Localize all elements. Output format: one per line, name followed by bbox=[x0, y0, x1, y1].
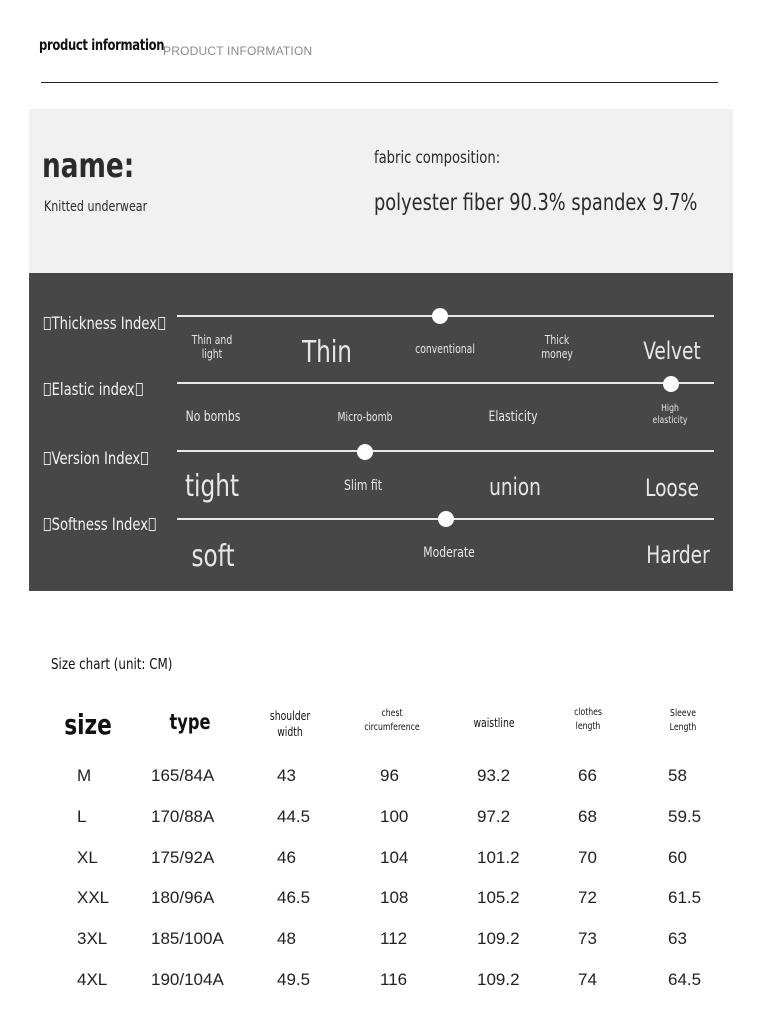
table-row bbox=[0, 929, 768, 953]
thickness-option-thin-light: Thin and light bbox=[191, 333, 233, 362]
version-option-slim-fit: Slim fit bbox=[344, 478, 382, 494]
softness-index-knob bbox=[438, 511, 454, 527]
cell-waistline: 109.2 bbox=[477, 970, 520, 989]
header-subtitle: PRODUCT INFORMATION bbox=[163, 44, 313, 58]
elastic-option-no-bombs: No bombs bbox=[185, 409, 241, 425]
cell-shoulder-width: 46 bbox=[277, 847, 296, 867]
cell-type: 190/104A bbox=[151, 970, 224, 989]
name-label: name: bbox=[42, 146, 135, 186]
cell-shoulder-width: 49.5 bbox=[277, 970, 311, 989]
cell-sleeve-length: 59.5 bbox=[668, 806, 702, 826]
cell-chest: 104 bbox=[380, 847, 409, 867]
cell-chest: 108 bbox=[380, 888, 409, 908]
fabric-label: fabric composition: bbox=[374, 148, 501, 168]
thickness-option-velvet: Velvet bbox=[643, 337, 701, 365]
cell-chest: 116 bbox=[380, 970, 408, 989]
elastic-option-elasticity: Elasticity bbox=[488, 409, 538, 425]
fabric-value: polyester fiber 90.3% spandex 9.7% bbox=[374, 190, 698, 216]
header-chest-circumference: chest circumference bbox=[364, 708, 420, 733]
softness-option-soft: soft bbox=[191, 539, 235, 574]
cell-shoulder-width: 46.5 bbox=[277, 888, 311, 908]
header-sleeve-length: Sleeve Length bbox=[669, 708, 697, 733]
bracket-right-icon bbox=[136, 383, 143, 396]
thickness-option-thin: Thin bbox=[301, 335, 353, 370]
cell-sleeve-length: 64.5 bbox=[668, 970, 702, 989]
cell-size: XXL bbox=[77, 888, 110, 908]
cell-type: 170/88A bbox=[151, 806, 215, 826]
cell-type: 175/92A bbox=[151, 847, 215, 867]
cell-size: M bbox=[77, 766, 92, 785]
cell-type: 180/96A bbox=[151, 888, 215, 908]
cell-sleeve-length: 61.5 bbox=[668, 888, 702, 908]
header-clothes-length: clothes length bbox=[574, 707, 602, 732]
version-option-tight: tight bbox=[184, 469, 240, 504]
cell-clothes-length: 66 bbox=[578, 766, 597, 785]
version-index-text: Version Index bbox=[51, 449, 141, 469]
table-row bbox=[0, 807, 768, 831]
table-row bbox=[0, 848, 768, 872]
cell-waistline: 109.2 bbox=[477, 929, 520, 949]
version-option-union: union bbox=[489, 473, 541, 501]
cell-chest: 100 bbox=[380, 806, 409, 826]
header-divider bbox=[41, 82, 718, 83]
cell-size: L bbox=[77, 806, 87, 826]
table-row bbox=[0, 970, 768, 994]
bracket-left-icon bbox=[44, 452, 51, 465]
softness-index-text: Softness Index bbox=[51, 515, 149, 535]
index-panel bbox=[29, 273, 733, 591]
thickness-index-label bbox=[43, 314, 166, 334]
bracket-right-icon bbox=[158, 317, 165, 330]
bracket-left-icon bbox=[44, 518, 51, 531]
product-name-panel bbox=[29, 109, 733, 273]
size-chart-title: Size chart (unit: CM) bbox=[51, 655, 173, 673]
cell-waistline: 101.2 bbox=[477, 847, 520, 867]
header-size: size bbox=[64, 708, 112, 741]
thickness-index-text: Thickness Index bbox=[51, 314, 157, 334]
elastic-option-micro-bomb: Micro-bomb bbox=[337, 410, 393, 424]
elastic-index-track bbox=[177, 382, 714, 384]
elastic-index-text: Elastic index bbox=[51, 380, 135, 400]
cell-size: 4XL bbox=[77, 970, 108, 989]
cell-shoulder-width: 43 bbox=[277, 766, 296, 785]
cell-clothes-length: 70 bbox=[578, 847, 597, 867]
cell-size: 3XL bbox=[77, 929, 108, 949]
version-option-loose: Loose bbox=[645, 474, 699, 502]
header-waistline: waistline bbox=[473, 716, 515, 730]
cell-shoulder-width: 48 bbox=[277, 929, 296, 949]
cell-shoulder-width: 44.5 bbox=[277, 806, 311, 826]
cell-chest: 112 bbox=[380, 929, 408, 949]
cell-clothes-length: 73 bbox=[578, 929, 597, 949]
cell-type: 185/100A bbox=[151, 929, 224, 949]
softness-option-moderate: Moderate bbox=[423, 545, 475, 561]
cell-clothes-length: 72 bbox=[578, 888, 597, 908]
bracket-right-icon bbox=[141, 452, 148, 465]
cell-clothes-length: 74 bbox=[578, 970, 597, 989]
elastic-index-knob bbox=[663, 376, 679, 392]
cell-waistline: 97.2 bbox=[477, 806, 511, 826]
table-row bbox=[0, 888, 768, 912]
cell-waistline: 105.2 bbox=[477, 888, 520, 908]
bracket-right-icon bbox=[149, 518, 156, 531]
thickness-option-conventional: conventional bbox=[415, 342, 475, 356]
elastic-option-high-elasticity: High elasticity bbox=[652, 403, 688, 426]
cell-chest: 96 bbox=[380, 766, 399, 785]
thickness-option-thick-money: Thick money bbox=[541, 333, 573, 362]
header-shoulder-width: shoulder width bbox=[269, 709, 311, 740]
table-row bbox=[0, 766, 768, 790]
version-index-knob bbox=[357, 444, 373, 460]
cell-sleeve-length: 60 bbox=[668, 847, 687, 867]
header-type: type bbox=[169, 710, 211, 734]
bracket-left-icon bbox=[44, 317, 51, 330]
softness-option-harder: Harder bbox=[646, 541, 710, 569]
header-title: product information bbox=[39, 36, 165, 54]
cell-sleeve-length: 58 bbox=[668, 766, 687, 785]
cell-clothes-length: 68 bbox=[578, 806, 597, 826]
cell-waistline: 93.2 bbox=[477, 766, 511, 785]
thickness-index-knob bbox=[432, 308, 448, 324]
cell-size: XL bbox=[77, 847, 98, 867]
version-index-label bbox=[43, 449, 149, 469]
cell-type: 165/84A bbox=[151, 766, 215, 785]
bracket-left-icon bbox=[44, 383, 51, 396]
version-index-track bbox=[177, 450, 714, 452]
softness-index-label bbox=[43, 515, 157, 535]
cell-sleeve-length: 63 bbox=[668, 929, 687, 949]
elastic-index-label bbox=[43, 380, 143, 400]
name-value: Knitted underwear bbox=[44, 199, 148, 215]
